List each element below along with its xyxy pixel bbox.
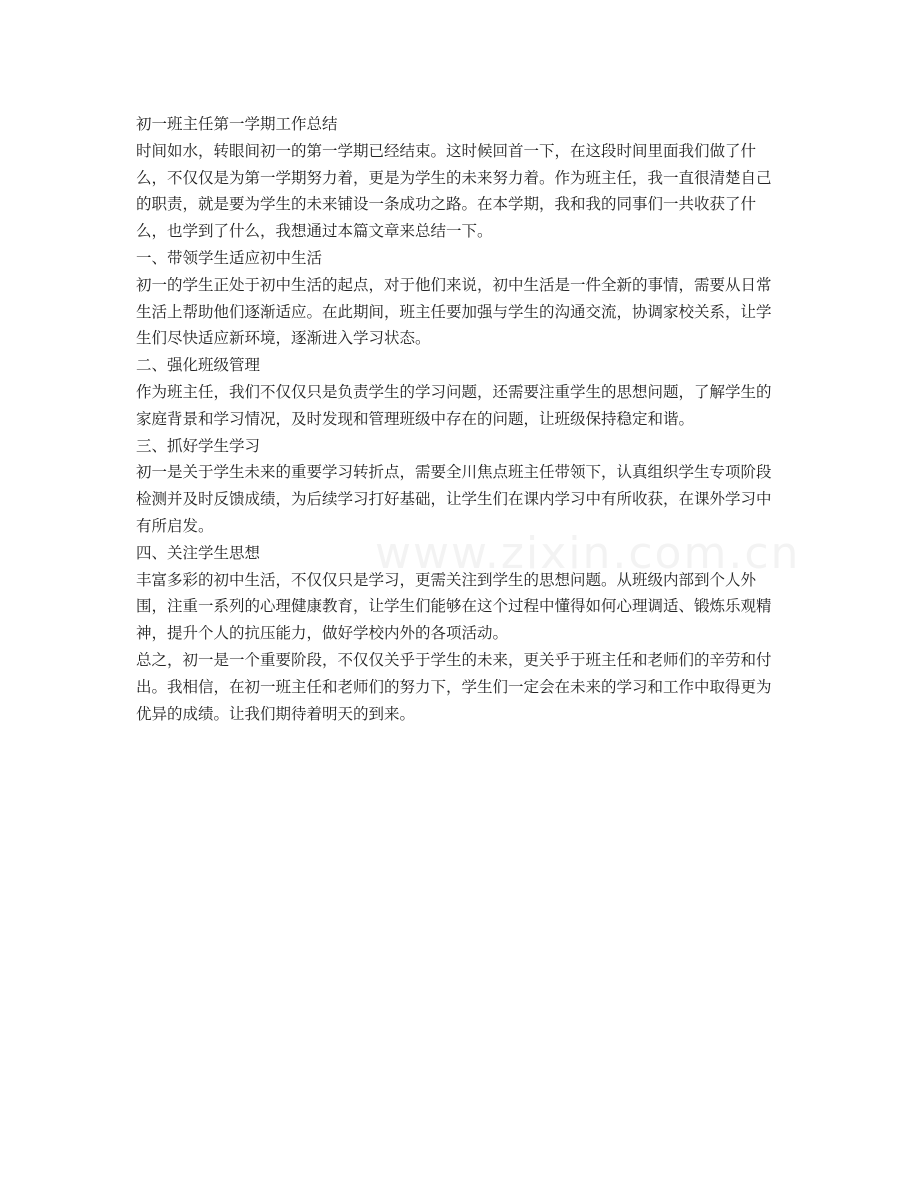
section-3-body: 初一是关于学生未来的重要学习转折点，需要全川焦点班主任带领下，认真组织学生专项阶段检测并及时反馈成绩，为后续学习打好基础，让学生们在课内学习中有所收获，在课外学习中有所启发。 — [136, 463, 772, 535]
document-page — [136, 111, 786, 727]
section-4-heading: 四、关注学生思想 — [136, 543, 261, 562]
section-1-body: 初一的学生正处于初中生活的起点，对于他们来说，初中生活是一件全新的事情，需要从日常生活上帮助他们逐渐适应。在此期间，班主任要加强与学生的沟通交流，协调家校关系，让学生们尽快适应新环境，逐渐进入学习状态。 — [136, 275, 772, 348]
watermark: www.zixin.com.cn — [375, 528, 801, 579]
section-1-heading: 一、带领学生适应初中生活 — [136, 248, 323, 267]
section-3-heading: 三、抓好学生学习 — [136, 436, 261, 455]
intro-paragraph: 时间如水，转眼间初一的第一学期已经结束。这时候回首一下，在这段时间里面我们做了什么，不仅仅是为第一学期努力着，更是为学生的未来努力着。作为班主任，我一直很清楚自己的职责，就是要为学生的未来铺设一条成功之路。在本学期，我和我的同事们一共收获了什么，也学到了什么，我想通过本篇文章来总结一下。 — [136, 141, 772, 241]
section-2-body: 作为班主任，我们不仅仅只是负责学生的学习问题，还需要注重学生的思想问题，了解学生的家庭背景和学习情况，及时发现和管理班级中存在的问题，让班级保持稳定和谐。 — [136, 382, 772, 428]
conclusion-paragraph: 总之，初一是一个重要阶段，不仅仅关乎于学生的未来，更关乎于班主任和老师们的辛劳和付出。我相信，在初一班主任和老师们的努力下，学生们一定会在未来的学习和工作中取得更为优异的成绩。让我们期待着明天的到来。 — [136, 650, 772, 723]
section-2-heading: 二、强化班级管理 — [136, 356, 261, 375]
section-4-body: 丰富多彩的初中生活，不仅仅只是学习，更需关注到学生的思想问题。从班级内部到个人外围，注重一系列的心理健康教育，让学生们能够在这个过程中懂得如何心理调适、锻炼乐观精神，提升个人的抗压能力，做好学校内外的各项活动。 — [136, 570, 772, 643]
document-title: 初一班主任第一学期工作总结 — [136, 115, 338, 133]
